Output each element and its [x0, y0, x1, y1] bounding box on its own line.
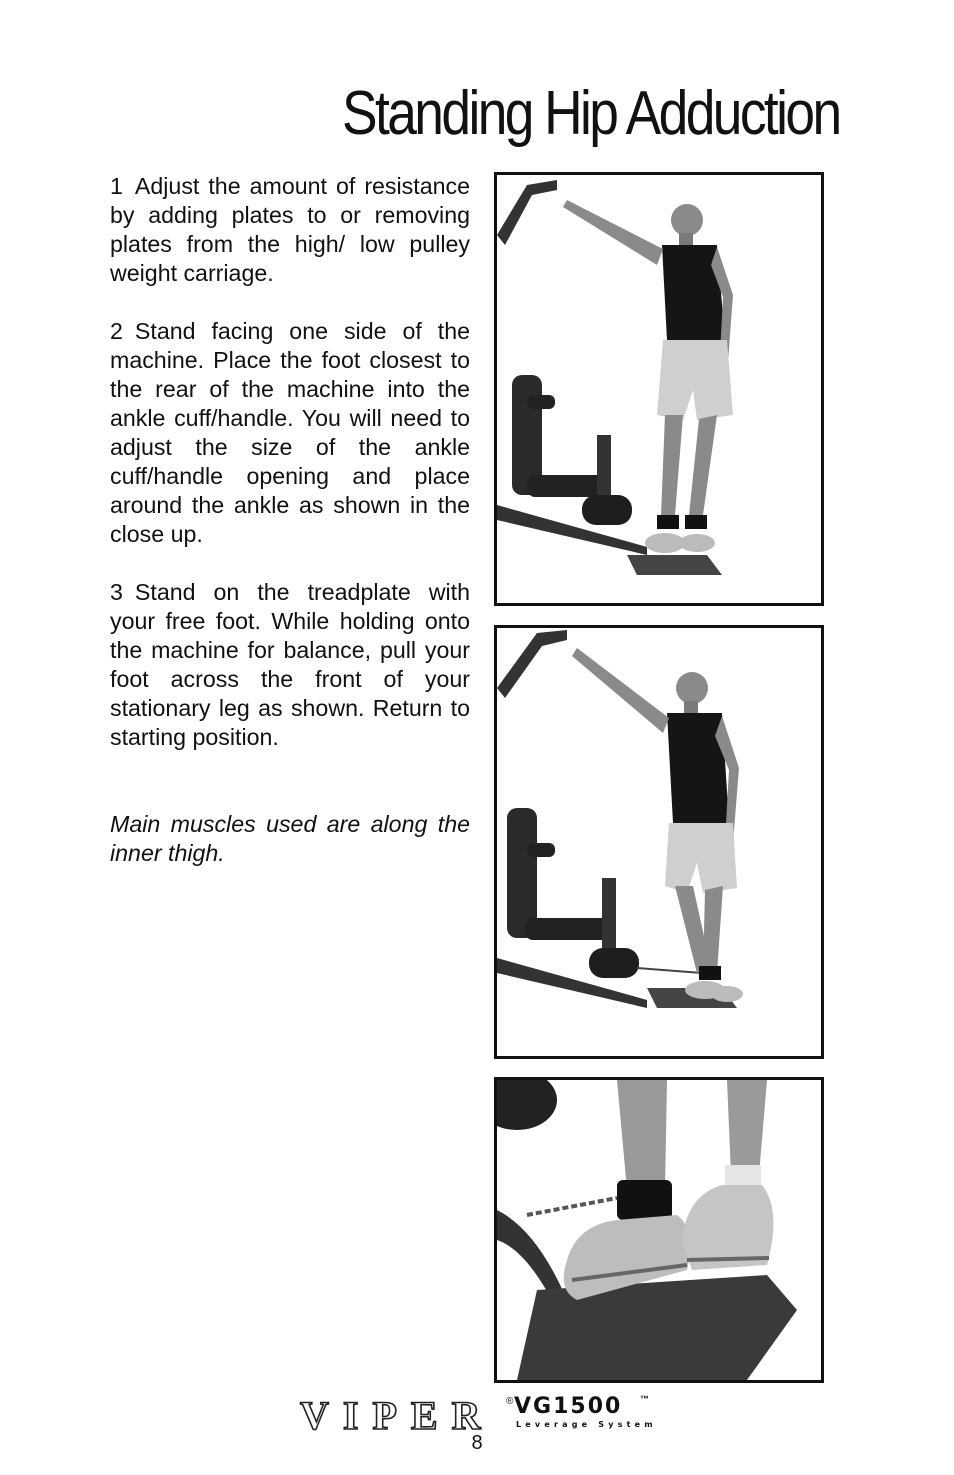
step-text: Adjust the amount of resistance by adding plates to or removing plates from the high/ low pulley weight carriage. [110, 173, 470, 286]
page-number: 8 [471, 1432, 483, 1454]
instructions [110, 172, 470, 897]
model-name: VG1500 [514, 1394, 623, 1419]
page-title: Standing Hip Adduction [342, 79, 840, 148]
step-2 [110, 317, 470, 549]
photo-closeup [494, 1077, 824, 1383]
photo-illustration [497, 175, 821, 603]
brand-logo: VIPER [300, 1393, 495, 1438]
photo-illustration [497, 1080, 821, 1380]
step-1 [110, 172, 470, 288]
muscle-note: Main muscles used are along the inner thigh. [110, 811, 470, 866]
step-text: Stand facing one side of the machine. Place the foot closest to the rear of the machine into the ankle cuff/handle. You will need to adjust the size of the ankle cuff/handle opening and place around the ankle as shown in the close up. [110, 318, 470, 547]
registered-mark: ® [506, 1396, 514, 1407]
step-number: 3 [110, 579, 123, 605]
step-3 [110, 578, 470, 752]
step-text: Stand on the treadplate with your free foot. While holding onto the machine for balance, pull your foot across the front of your stationary leg as shown. Return to starting position. [110, 579, 470, 750]
model-subtitle: Leverage System [516, 1420, 657, 1429]
step-number: 2 [110, 318, 123, 344]
photo-end-position [494, 625, 824, 1059]
footer-logo [300, 1392, 660, 1438]
step-number: 1 [110, 173, 123, 199]
trademark-mark: ™ [640, 1394, 649, 1404]
photo-illustration [497, 628, 821, 1056]
photo-start-position [494, 172, 824, 606]
